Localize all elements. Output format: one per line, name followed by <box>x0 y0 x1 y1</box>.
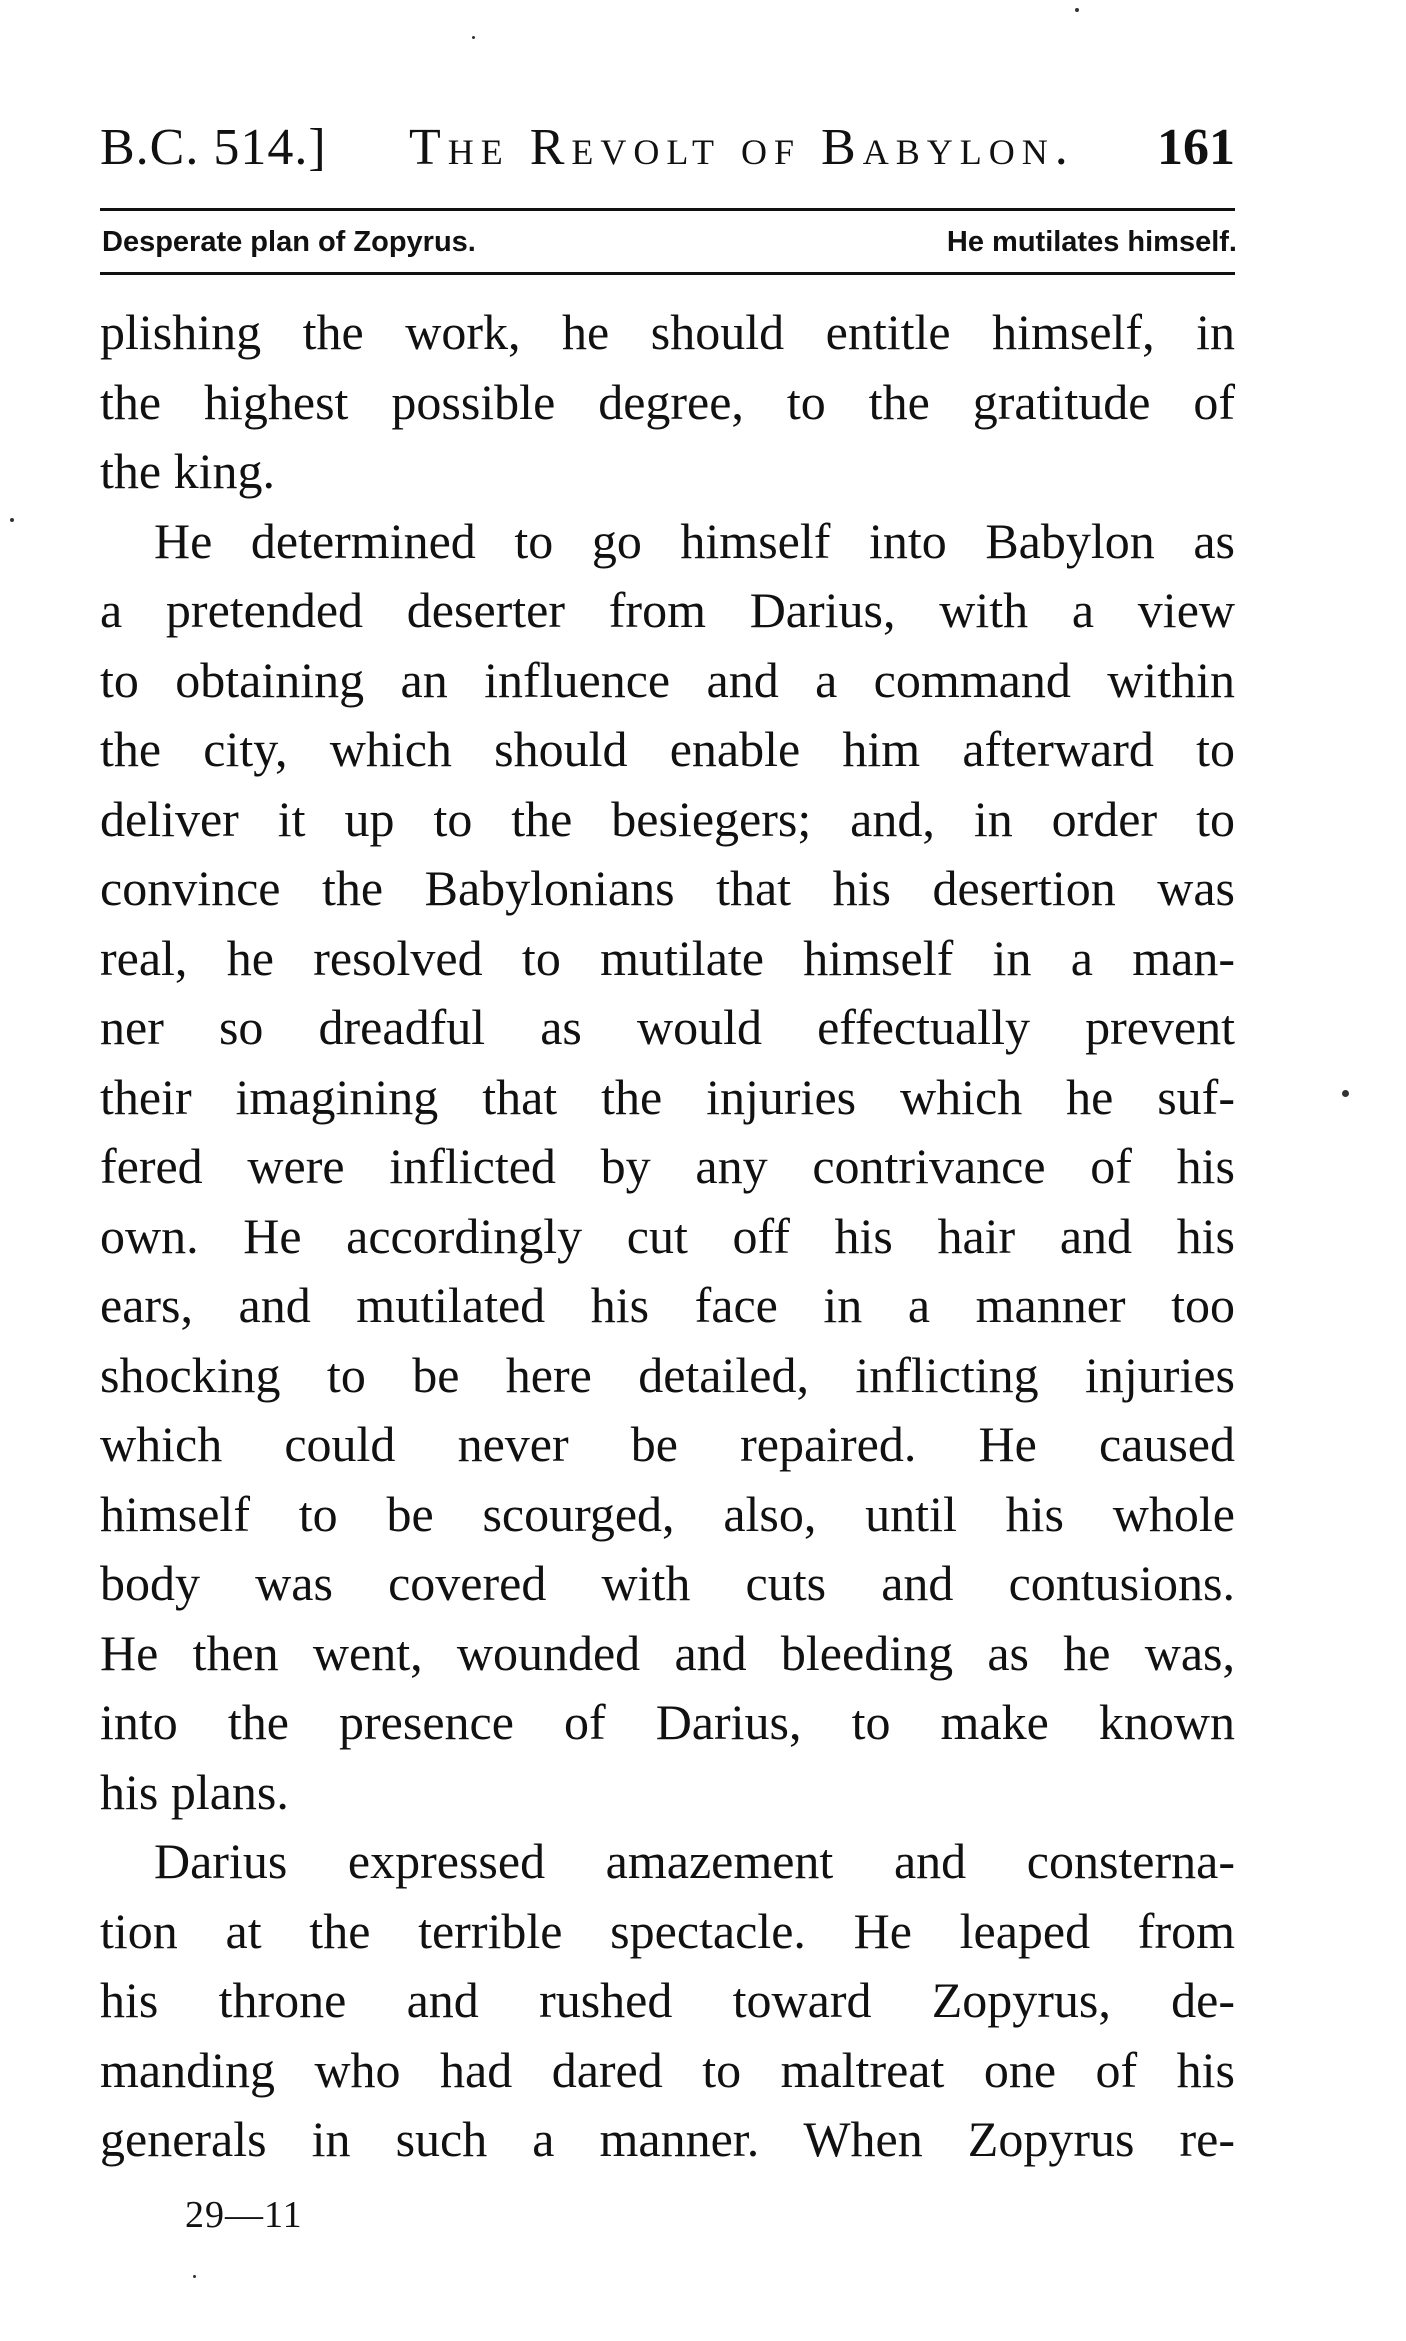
text-line: He then went, wounded and bleeding as he was, <box>100 1624 1235 1681</box>
text-line: into the presence of Darius, to make known <box>100 1694 1235 1750</box>
text-line: which could never be repaired. He caused <box>100 1416 1235 1472</box>
text-line: real, he resolved to mutilate himself in a man- <box>100 929 1235 986</box>
text-line: generals in such a manner. When Zopyrus re- <box>100 2111 1235 2167</box>
text-line: convince the Babylonians that his desertion was <box>100 860 1235 916</box>
text-line: tion at the terrible spectacle. He leaped from <box>100 1902 1235 1959</box>
running-head <box>100 118 1235 190</box>
text-line: Darius expressed amazement and consterna- <box>154 1833 1235 1889</box>
text-line: ner so dreadful as would effectually prevent <box>100 999 1235 1055</box>
running-head-title: The Revolt of Babylon. <box>408 119 1075 176</box>
scan-speck <box>472 36 475 39</box>
page-number: 161 <box>1156 119 1235 176</box>
text-line: deliver it up to the besiegers; and, in order to <box>100 790 1235 847</box>
scan-speck <box>10 518 14 522</box>
scan-speck <box>1075 8 1079 12</box>
text-line: the king. <box>100 443 275 499</box>
header-rule-bottom <box>100 272 1235 275</box>
text-line: shocking to be here detailed, inflicting injuries <box>100 1346 1235 1403</box>
text-line: the highest possible degree, to the gratitude of <box>100 373 1235 430</box>
text-line: own. He accordingly cut off his hair and his <box>100 1207 1235 1264</box>
side-note-left: Desperate plan of Zopyrus. <box>102 225 476 258</box>
scan-speck <box>1342 1090 1349 1097</box>
side-note-right: He mutilates himself. <box>946 225 1237 258</box>
running-head-date: B.C. 514.] <box>100 119 327 176</box>
text-line: to obtaining an influence and a command within <box>100 651 1235 708</box>
text-line: manding who had dared to maltreat one of his <box>100 2041 1235 2098</box>
text-line: ears, and mutilated his face in a manner too <box>100 1277 1235 1333</box>
text-line: He determined to go himself into Babylon as <box>154 512 1235 569</box>
text-line: fered were inflicted by any contrivance of his <box>100 1138 1235 1194</box>
scan-speck <box>193 2275 196 2278</box>
body-text <box>100 298 1235 2175</box>
text-line: his throne and rushed toward Zopyrus, de- <box>100 1972 1235 2028</box>
side-notes <box>102 220 1237 264</box>
header-rule-top <box>100 208 1235 211</box>
text-line: his plans. <box>100 1763 289 1820</box>
text-line: plishing the work, he should entitle himself, in <box>100 304 1235 360</box>
text-line: their imagining that the injuries which he suf- <box>100 1068 1235 1125</box>
text-line: the city, which should enable him afterward to <box>100 721 1235 777</box>
text-line: a pretended deserter from Darius, with a view <box>100 582 1235 638</box>
text-line: himself to be scourged, also, until his whole <box>100 1485 1235 1542</box>
signature-mark: 29—11 <box>185 2194 303 2236</box>
text-line: body was covered with cuts and contusions. <box>100 1555 1235 1611</box>
